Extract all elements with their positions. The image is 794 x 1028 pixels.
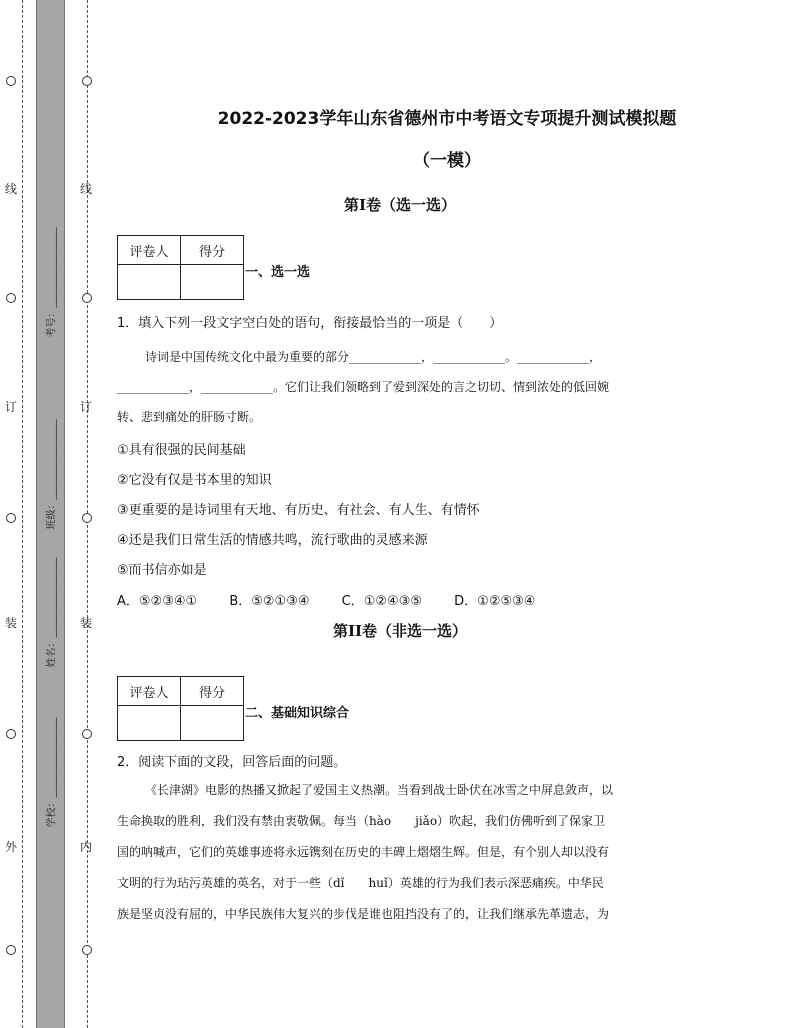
margin-char: 外 <box>5 840 18 854</box>
school-field: 学校：________________ <box>46 717 58 828</box>
option-item: ⑤而书信亦如是 <box>117 563 207 578</box>
exam-number-field: 考号：________________ <box>46 227 58 338</box>
margin-char: 装 <box>80 616 93 630</box>
answer-choices <box>117 590 563 609</box>
margin-char: 线 <box>5 182 18 196</box>
question-1-stem: 1．填入下列一段文字空白处的语句，衔接最恰当的一项是（ ） <box>117 316 503 331</box>
question-2-stem: 2．阅读下面的文段，回答后面的问题。 <box>117 755 347 770</box>
score-box-2 <box>117 676 244 741</box>
question-2-passage-line: 国的呐喊声，它们的英雄事迹将永远镌刻在历史的丰碑上熠熠生辉。但是，有个别人却以没有 <box>117 845 610 859</box>
exam-title: 2022-2023学年山东省德州市中考语文专项提升测试模拟题 <box>217 109 677 129</box>
question-1-passage-line: 诗词是中国传统文化中最为重要的部分____________，____________。____________， <box>145 350 602 364</box>
binding-hole-icon <box>82 513 92 523</box>
choice-a[interactable]: A．⑤②③④① <box>117 594 198 609</box>
exam-subtitle: （一模） <box>413 151 481 171</box>
name-field: 姓名：________________ <box>46 557 58 668</box>
margin-char: 线 <box>80 182 93 196</box>
option-item: ③更重要的是诗词里有天地、有历史、有社会、有人生、有情怀 <box>117 503 480 518</box>
option-item: ④还是我们日常生活的情感共鸣，流行歌曲的灵感来源 <box>117 533 428 548</box>
score-box-1 <box>117 235 244 300</box>
question-1-passage-line: 转、悲到痛处的肝肠寸断。 <box>117 410 262 424</box>
part2-title: 第II卷（非选一选） <box>332 622 468 640</box>
choice-b[interactable]: B．⑤②①③④ <box>229 594 310 609</box>
margin-char: 装 <box>5 616 18 630</box>
question-2-passage-line: 《长津湖》电影的热播又掀起了爱国主义热潮。当看到战士卧伏在冰雪之中屏息敛声，以 <box>145 783 614 797</box>
class-field: 班级：________________ <box>46 419 58 530</box>
section-heading-1: 一、选一选 <box>245 265 311 280</box>
binding-hole-icon <box>82 729 92 739</box>
reviewer-label: 评卷人 <box>118 677 181 706</box>
margin-char: 订 <box>80 400 93 414</box>
option-item: ①具有很强的民间基础 <box>117 443 246 458</box>
question-2-passage-line: 文明的行为玷污英雄的英名，对于一些（dǐ huǐ）英雄的行为我们表示深恶痛疾。中华民 <box>117 876 604 890</box>
binding-hole-icon <box>6 729 16 739</box>
binding-hole-icon <box>6 76 16 86</box>
binding-hole-icon <box>82 945 92 955</box>
score-label: 得分 <box>181 236 244 265</box>
question-2-passage-line: 族是坚贞没有屈的，中华民族伟大复兴的步伐是谁也阻挡没有了的，让我们继承先革遗志，为 <box>117 907 610 921</box>
margin-char: 订 <box>5 400 18 414</box>
choice-d[interactable]: D．①②⑤③④ <box>454 594 536 609</box>
binding-hole-icon <box>6 513 16 523</box>
part1-title: 第I卷（选一选） <box>343 196 457 214</box>
margin-char: 内 <box>80 840 93 854</box>
score-cell[interactable] <box>181 706 244 741</box>
binding-hole-icon <box>82 76 92 86</box>
binding-hole-icon <box>82 293 92 303</box>
outer-cut-line <box>22 0 23 1028</box>
score-cell[interactable] <box>181 265 244 300</box>
score-label: 得分 <box>181 677 244 706</box>
reviewer-label: 评卷人 <box>118 236 181 265</box>
option-item: ②它没有仅是书本里的知识 <box>117 473 272 488</box>
question-1-passage-line: ____________，____________。它们让我们领略到了爱到深处的言之切切、情到浓处的低回婉 <box>117 380 610 394</box>
reviewer-cell[interactable] <box>118 265 181 300</box>
binding-margin <box>0 0 100 1028</box>
binding-hole-icon <box>6 945 16 955</box>
binding-hole-icon <box>6 293 16 303</box>
section-heading-2: 二、基础知识综合 <box>245 706 350 721</box>
reviewer-cell[interactable] <box>118 706 181 741</box>
question-2-passage-line: 生命换取的胜利，我们没有禁由衷敬佩。每当（hào jiǎo）吹起，我们仿佛听到了保家卫 <box>117 814 606 828</box>
choice-c[interactable]: C．①②④③⑤ <box>341 594 423 609</box>
